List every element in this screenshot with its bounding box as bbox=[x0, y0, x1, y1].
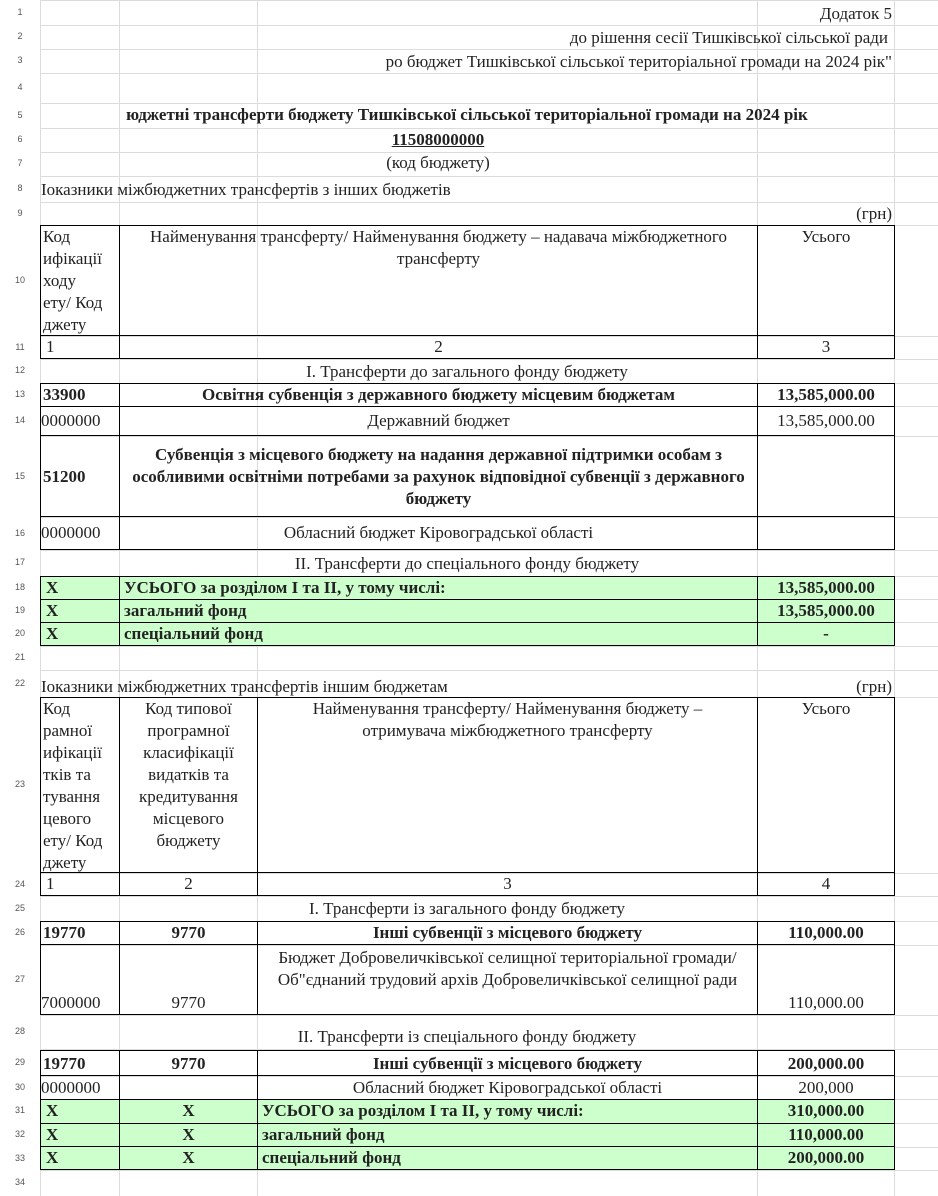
s2-grow1-code bbox=[40, 921, 120, 945]
s2-special-value: 200,000.00 bbox=[757, 1146, 895, 1170]
s2-general-mark2: X bbox=[119, 1123, 258, 1147]
s2-grow1-total: 110,000.00 bbox=[757, 921, 895, 945]
s1-row2-name: Державний бюджет bbox=[119, 406, 758, 436]
s2-col2-header: Код типової програмної класифікації видатків та кредитування місцевого бюджету bbox=[119, 697, 258, 873]
row-number[interactable]: 16 bbox=[14, 527, 25, 538]
row-number[interactable]: 13 bbox=[14, 388, 25, 399]
budget-code: 11508000000 bbox=[391, 130, 485, 149]
s1-special-value: - bbox=[757, 622, 895, 646]
s2-total-label: УСЬОГО за розділом І та ІІ, у тому числі: bbox=[257, 1099, 758, 1124]
row-number[interactable]: 19 bbox=[14, 604, 25, 615]
section1-unit: (грн) bbox=[856, 204, 892, 223]
s1-special-label: спеціальний фонд bbox=[119, 622, 758, 646]
row-number[interactable]: 32 bbox=[14, 1129, 25, 1139]
s2-srow2-code-text: 0000000 bbox=[41, 1078, 101, 1097]
s2-special-mark1: X bbox=[40, 1146, 120, 1170]
row-header-column bbox=[0, 0, 40, 1196]
s2-srow1-total: 200,000.00 bbox=[757, 1050, 895, 1076]
row-number[interactable]: 20 bbox=[14, 628, 25, 638]
s2-srow2-code bbox=[40, 1075, 120, 1100]
row-number[interactable]: 22 bbox=[14, 677, 25, 688]
row-number[interactable]: 26 bbox=[14, 927, 25, 937]
row-number[interactable]: 30 bbox=[14, 1081, 25, 1092]
grid-row-line bbox=[40, 896, 938, 897]
grid-row-line bbox=[40, 0, 938, 1]
s1-row1-code bbox=[40, 383, 120, 407]
s1-colnum-3: 3 bbox=[757, 335, 895, 359]
s2-colnum-1: 1 bbox=[40, 872, 120, 896]
row-number[interactable]: 12 bbox=[14, 365, 25, 375]
s2-srow1-prog: 9770 bbox=[119, 1050, 258, 1076]
s2-grow1-code-text: 19770 bbox=[43, 923, 86, 942]
row-number[interactable]: 3 bbox=[17, 55, 23, 65]
s1-general-mark: X bbox=[40, 599, 120, 623]
s2-total-mark2: X bbox=[119, 1099, 258, 1124]
s2-colnum-3: 3 bbox=[257, 872, 758, 896]
s1-row3-code bbox=[40, 435, 120, 517]
s1-general-fund-heading: І. Трансферти до загального фонду бюджету bbox=[306, 362, 628, 381]
s1-general-value: 13,585,000.00 bbox=[757, 599, 895, 623]
s1-row1-name: Освітня субвенція з державного бюджету місцевим бюджетам bbox=[119, 383, 758, 407]
s2-srow2-name: Обласний бюджет Кіровоградської області bbox=[257, 1075, 758, 1100]
grid-row-line bbox=[40, 1015, 938, 1016]
s2-grow2-total: 110,000.00 bbox=[757, 944, 895, 1015]
s1-col1-header bbox=[40, 225, 120, 336]
s1-colnum-1: 1 bbox=[40, 335, 120, 359]
s2-general-label: загальний фонд bbox=[257, 1123, 758, 1147]
row-number[interactable]: 23 bbox=[14, 779, 25, 789]
row-number[interactable]: 4 bbox=[17, 82, 23, 92]
row-number[interactable]: 9 bbox=[17, 207, 23, 218]
grid-row-line bbox=[40, 25, 938, 26]
row-number[interactable]: 10 bbox=[14, 274, 25, 285]
row-number[interactable]: 25 bbox=[14, 902, 25, 913]
row-number[interactable]: 31 bbox=[14, 1105, 25, 1115]
row-number[interactable]: 14 bbox=[14, 415, 25, 425]
row-number[interactable]: 34 bbox=[14, 1177, 25, 1187]
row-number[interactable]: 2 bbox=[17, 31, 23, 41]
s1-special-fund-heading: ІІ. Трансферти до спеціального фонду бюджету bbox=[294, 554, 640, 573]
s2-grow1-name: Інші субвенції з місцевого бюджету bbox=[257, 921, 758, 945]
s2-grow2-prog: 9770 bbox=[119, 944, 258, 1015]
s2-grow2-code-text: 7000000 bbox=[41, 993, 101, 1012]
row-number[interactable]: 29 bbox=[14, 1056, 25, 1067]
grid-row-line bbox=[40, 670, 938, 671]
s1-total-value: 13,585,000.00 bbox=[757, 576, 895, 600]
row-number[interactable]: 21 bbox=[14, 652, 25, 662]
row-number[interactable]: 6 bbox=[17, 134, 23, 144]
s1-special-mark: X bbox=[40, 622, 120, 646]
s2-grow2-name: Бюджет Добровеличківської селищної територіальної громади/ Об"єднаний трудовий архів Добровеличківської селищної ради bbox=[257, 944, 758, 1015]
s2-general-mark1: X bbox=[40, 1123, 120, 1147]
row-number[interactable]: 28 bbox=[14, 1026, 25, 1036]
row-number[interactable]: 24 bbox=[14, 878, 25, 889]
row-number[interactable]: 27 bbox=[14, 974, 25, 984]
row-number[interactable]: 11 bbox=[15, 341, 25, 352]
budget-line: ро бюджет Тишківської сільської територіальної громади на 2024 рік" bbox=[385, 52, 892, 71]
row-number[interactable]: 1 bbox=[17, 6, 23, 17]
grid-row-line bbox=[40, 49, 938, 50]
s2-total-mark1: X bbox=[40, 1099, 120, 1124]
s1-row3-name: Субвенція з місцевого бюджету на надання державної підтримки особам з особливими освітніми потребами за рахунок відповідної субвенції з державного бюджету bbox=[119, 435, 758, 517]
budget-code-caption: (код бюджету) bbox=[386, 153, 490, 172]
s2-general-value: 110,000.00 bbox=[757, 1123, 895, 1147]
s1-row1-total: 13,585,000.00 bbox=[757, 383, 895, 407]
s2-col1-header-text: Код рамної ифікації тків та тування цевого ету/ Код джету bbox=[43, 699, 103, 872]
s2-colnum-4: 4 bbox=[757, 872, 895, 896]
s2-col4-header: Усього bbox=[757, 697, 895, 873]
s1-row4-code-text: 0000000 bbox=[41, 523, 101, 542]
s2-grow2-code bbox=[40, 944, 120, 1015]
page-title: юджетні трансферти бюджету Тишківської сільської територіальної громади на 2024 рік bbox=[126, 105, 808, 124]
s2-special-fund-heading: ІІ. Трансферти із спеціального фонду бюджету bbox=[297, 1027, 637, 1046]
row-number[interactable]: 5 bbox=[17, 109, 23, 120]
section2-heading: Іоказники міжбюджетних трансфертів іншим бюджетам bbox=[41, 677, 448, 696]
s1-col3-header: Усього bbox=[757, 225, 895, 336]
s1-general-label: загальний фонд bbox=[119, 599, 758, 623]
s1-row2-total: 13,585,000.00 bbox=[757, 406, 895, 436]
s1-row3-total bbox=[757, 435, 895, 517]
s1-row1-code-text: 33900 bbox=[43, 385, 86, 404]
s2-srow1-code bbox=[40, 1050, 120, 1076]
section1-heading: Іоказники міжбюджетних трансфертів з інших бюджетів bbox=[41, 180, 451, 199]
grid-row-line bbox=[40, 1170, 938, 1171]
s2-general-fund-heading: І. Трансферти із загального фонду бюджету bbox=[308, 899, 626, 918]
s2-colnum-2: 2 bbox=[119, 872, 258, 896]
s1-row3-code-text: 51200 bbox=[43, 467, 86, 486]
s2-grow1-prog: 9770 bbox=[119, 921, 258, 945]
s1-row4-name: Обласний бюджет Кіровоградської області bbox=[119, 516, 758, 550]
grid-row-line bbox=[40, 550, 938, 551]
s2-special-mark2: X bbox=[119, 1146, 258, 1170]
grid-row-line bbox=[40, 73, 938, 74]
row-number[interactable]: 15 bbox=[14, 470, 25, 481]
s2-col1-header bbox=[40, 697, 120, 873]
s2-srow2-total: 200,000 bbox=[757, 1075, 895, 1100]
s2-special-label: спеціальний фонд bbox=[257, 1146, 758, 1170]
s1-row4-code bbox=[40, 516, 120, 550]
row-number[interactable]: 18 bbox=[14, 581, 25, 592]
s2-srow2-prog bbox=[119, 1075, 258, 1100]
decision-line: до рішення сесії Тишківської сільської ради bbox=[569, 28, 888, 47]
row-number[interactable]: 17 bbox=[14, 557, 25, 567]
s1-total-mark: X bbox=[40, 576, 120, 600]
s2-srow1-name: Інші субвенції з місцевого бюджету bbox=[257, 1050, 758, 1076]
row-number[interactable]: 33 bbox=[14, 1152, 25, 1163]
s1-colnum-2: 2 bbox=[119, 335, 758, 359]
s1-row2-code-text: 0000000 bbox=[41, 411, 101, 430]
s2-col3-header: Найменування трансферту/ Найменування бюджету – отримувача міжбюджетного трансферту bbox=[257, 697, 758, 873]
s1-col2-header: Найменування трансферту/ Найменування бюджету – надавача міжбюджетного трансферту bbox=[119, 225, 758, 336]
grid-row-line bbox=[40, 359, 938, 360]
section2-unit: (грн) bbox=[856, 677, 892, 696]
s1-col1-header-text: Код ифікації ходу ету/ Код джету bbox=[43, 227, 103, 334]
row-number[interactable]: 8 bbox=[17, 183, 23, 193]
s1-row4-total bbox=[757, 516, 895, 550]
grid-row-line bbox=[40, 646, 938, 647]
s2-srow1-code-text: 19770 bbox=[43, 1054, 86, 1073]
grid-row-line bbox=[40, 176, 938, 177]
s1-total-label: УСЬОГО за розділом І та ІІ, у тому числі: bbox=[119, 576, 758, 600]
addendum-label: Додаток 5 bbox=[819, 4, 892, 23]
s1-row2-code bbox=[40, 406, 120, 436]
s2-total-value: 310,000.00 bbox=[757, 1099, 895, 1124]
row-number[interactable]: 7 bbox=[17, 158, 23, 168]
